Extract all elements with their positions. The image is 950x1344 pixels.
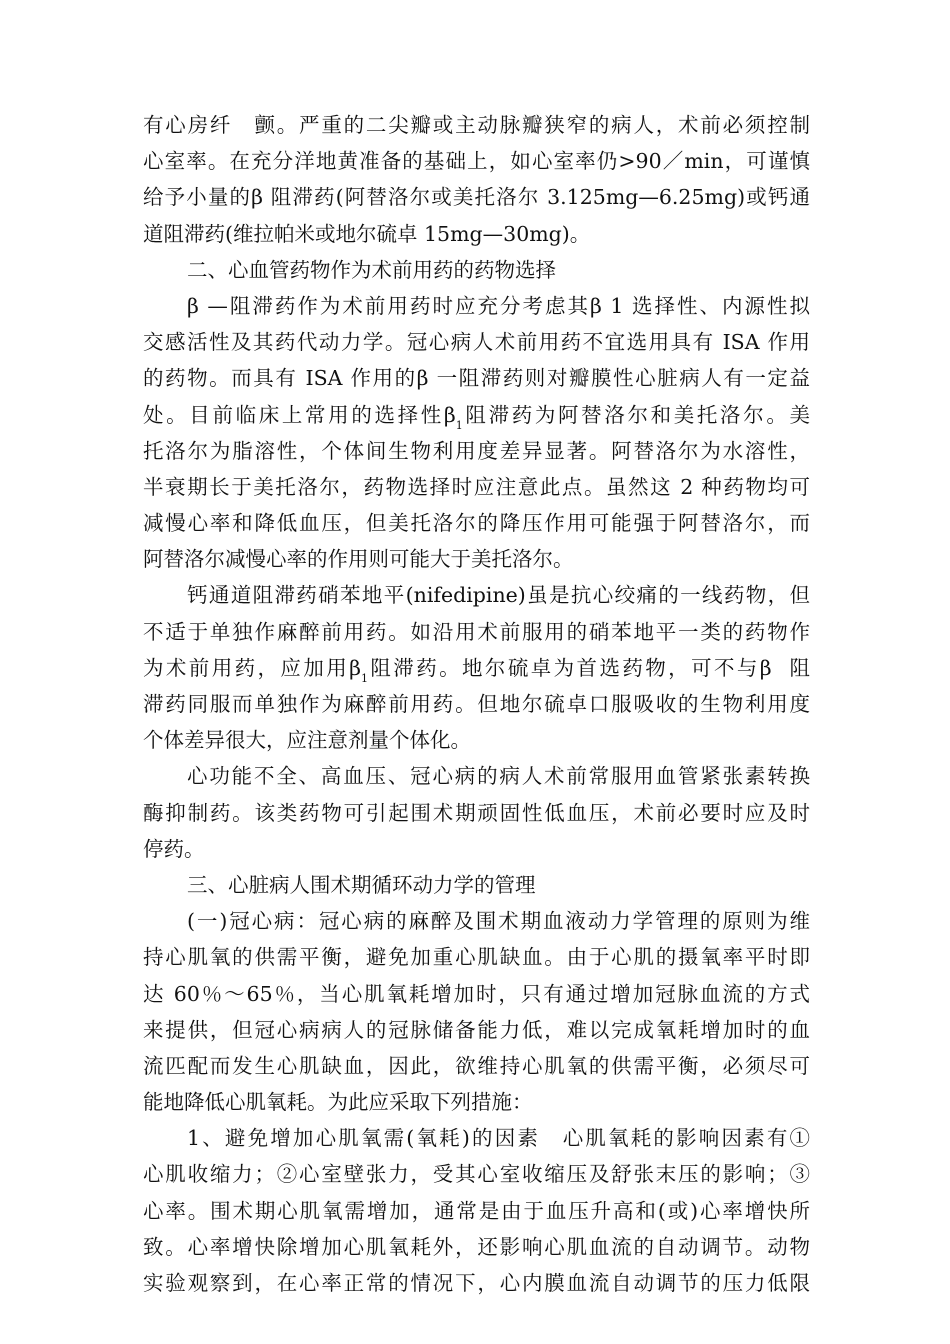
text-line: [143, 1229, 810, 1265]
text-line: [143, 1084, 810, 1120]
line-text: 滞药同服而单独作为麻醉前用药。但地尔硫卓口服吸收的生物利用度: [143, 692, 810, 716]
text-line: [143, 722, 810, 758]
line-text: 二、心血管药物作为术前用药的药物选择: [187, 257, 556, 282]
line-text: 心率。围术期心肌氧需增加，通常是由于血压升高和(或)心率增快所: [143, 1198, 810, 1223]
line-text: 的药物。而具有 ISA 作用的β 一阻滞药则对瓣膜性心脏病人有一定益: [143, 366, 810, 391]
text-line: [143, 903, 810, 939]
line-text: 为术前用药，应加用β: [143, 655, 361, 680]
text-line: [143, 1265, 810, 1301]
line-text: 来提供，但冠心病病人的冠脉储备能力低，难以完成氧耗增加时的血: [143, 1017, 810, 1042]
line-text: 实验观察到，在心率正常的情况下，心内膜血流自动调节的压力低限: [143, 1271, 810, 1295]
text-line: [143, 252, 810, 288]
text-line: [143, 939, 810, 975]
text-line: [143, 795, 810, 831]
text-line: [143, 867, 810, 903]
subscript-text: 1: [361, 671, 368, 685]
line-text: 托洛尔为脂溶性，个体间生物利用度差异显著。阿替洛尔为水溶性，: [143, 438, 810, 463]
text-line: [143, 288, 810, 324]
document-body: [143, 107, 810, 1301]
text-line: [143, 360, 810, 396]
line-text: 酶抑制药。该类药物可引起围术期顽固性低血压，术前必要时应及时: [143, 800, 810, 825]
line-text: (一)冠心病：冠心病的麻醉及围术期血液动力学管理的原则为维: [187, 909, 810, 934]
text-line: [143, 1193, 810, 1229]
line-text: β —阻滞药作为术前用药时应充分考虑其β 1 选择性、内源性拟: [187, 293, 810, 318]
text-line: [143, 107, 810, 143]
text-line: [143, 1012, 810, 1048]
text-line: [143, 469, 810, 505]
text-line: [143, 505, 810, 541]
text-line: [143, 758, 810, 794]
line-text: 有心房纤 颤。严重的二尖瓣或主动脉瓣狭窄的病人，术前必须控制: [143, 113, 810, 137]
line-text: 个体差异很大，应注意剂量个体化。: [143, 728, 471, 753]
line-text: 阿替洛尔减慢心率的作用则可能大于美托洛尔。: [143, 547, 574, 572]
line-text: 减慢心率和降低血压，但美托洛尔的降压作用可能强于阿替洛尔，而: [143, 511, 810, 536]
text-line: [143, 614, 810, 650]
text-line: [143, 1048, 810, 1084]
line-text: 流匹配而发生心肌缺血，因此，欲维持心肌氧的供需平衡，必须尽可: [143, 1053, 810, 1078]
line-text: 交感活性及其药代动力学。冠心病人术前用药不宜选用具有 ISA 作用: [143, 330, 810, 355]
line-text: 处。目前临床上常用的选择性β: [143, 402, 456, 427]
line-text: 持心肌氧的供需平衡，避免加重心肌缺血。由于心肌的摄氧率平时即: [143, 945, 810, 970]
line-text: 心功能不全、高血压、冠心病的病人术前常服用血管紧张素转换: [187, 764, 810, 789]
line-text: 给予小量的β 阻滞药(阿替洛尔或美托洛尔 3.125mg—6.25mg)或钙通: [143, 185, 810, 210]
text-line: [143, 433, 810, 469]
line-text: 半衰期长于美托洛尔，药物选择时应注意此点。虽然这 2 种药物均可: [143, 474, 810, 499]
line-text: 致。心率增快除增加心肌氧耗外，还影响心肌血流的自动调节。动物: [143, 1234, 810, 1259]
line-text: 心室率。在充分洋地黄准备的基础上，如心室率仍>90／min，可谨慎: [143, 149, 810, 174]
line-text: 道阻滞药(维拉帕米或地尔硫卓 15mg—30mg)。: [143, 221, 591, 246]
line-text: 三、心脏病人围术期循环动力学的管理: [187, 872, 536, 897]
line-text-continued: 阻滞药。地尔硫卓为首选药物，可不与β 阻: [368, 655, 810, 680]
text-line: [143, 541, 810, 577]
text-line: [143, 577, 810, 613]
line-text: 不适于单独作麻醉前用药。如沿用术前服用的硝苯地平一类的药物作: [143, 619, 810, 644]
text-line: [143, 397, 810, 433]
text-line: [143, 143, 810, 179]
line-text: 达 60％～65％，当心肌氧耗增加时，只有通过增加冠脉血流的方式: [143, 981, 810, 1006]
text-line: [143, 179, 810, 215]
text-line: [143, 1120, 810, 1156]
text-line: [143, 831, 810, 867]
line-text: 1、避免增加心肌氧需(氧耗)的因素 心肌氧耗的影响因素有①: [187, 1126, 810, 1151]
text-line: [143, 216, 810, 252]
text-line: [143, 650, 810, 686]
line-text-continued: 阻滞药为阿替洛尔和美托洛尔。美: [462, 402, 810, 427]
line-text: 停药。: [143, 836, 205, 861]
text-line: [143, 976, 810, 1012]
text-line: [143, 324, 810, 360]
text-line: [143, 686, 810, 722]
text-line: [143, 1156, 810, 1192]
line-text: 心肌收缩力；②心室壁张力，受其心室收缩压及舒张末压的影响；③: [143, 1162, 810, 1187]
line-text: 钙通道阻滞药硝苯地平(nifedipine)虽是抗心绞痛的一线药物，但: [187, 583, 810, 608]
subscript-text: 1: [455, 418, 463, 432]
line-text: 能地降低心肌氧耗。为此应采取下列措施：: [143, 1090, 533, 1115]
